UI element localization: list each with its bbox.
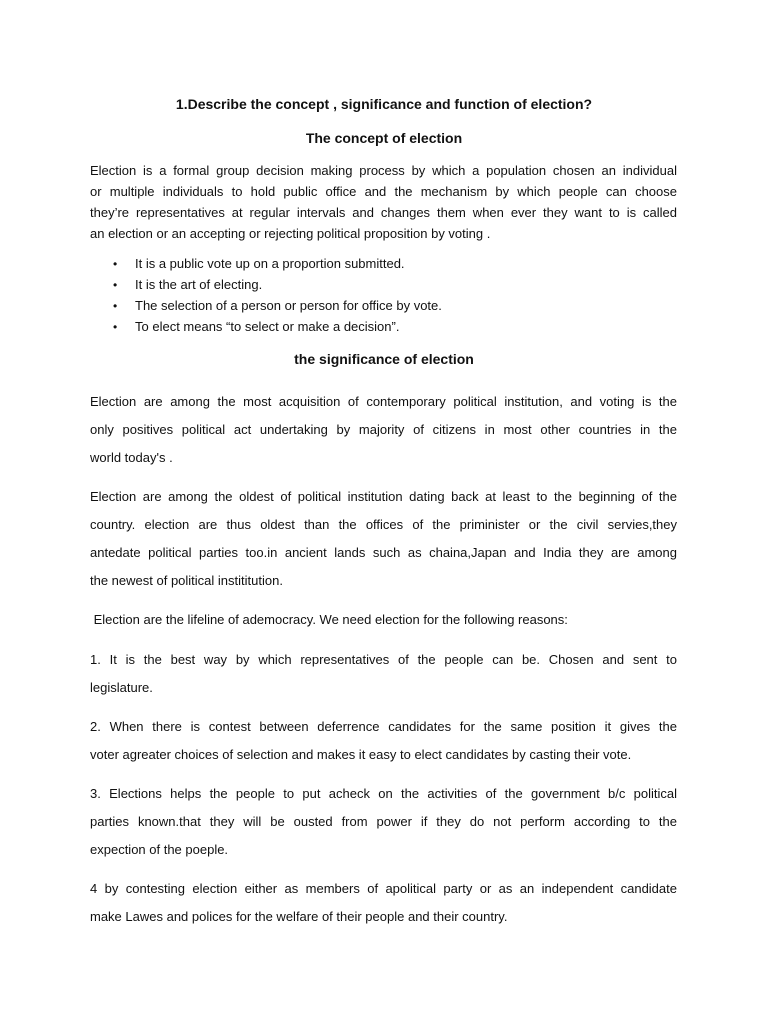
concept-paragraph-line: an election or an accepting or rejecting political proposition by voting .	[90, 226, 491, 241]
reason-item-line: legislature.	[90, 680, 153, 695]
concept-heading: The concept of election	[305, 130, 463, 146]
significance-paragraph-line: the newest of political instititution.	[90, 573, 283, 588]
bullet-icon: •	[113, 320, 118, 334]
significance-paragraph-line: country. election are thus oldest than the offices of the priminister or the civil servies,they	[90, 517, 677, 532]
significance-paragraph-line: antedate political parties too.in ancient lands such as chaina,Japan and India they are among	[90, 545, 677, 560]
concept-paragraph-line: or multiple individuals to hold public office and the mechanism by which people can choose	[90, 184, 677, 199]
bullet-icon: •	[113, 257, 118, 271]
bullet-item: The selection of a person or person for office by vote.	[135, 298, 442, 313]
significance-heading: the significance of election	[294, 351, 474, 367]
bullet-item: To elect means “to select or make a decision”.	[135, 319, 400, 334]
reason-item-line: voter agreater choices of selection and makes it easy to elect candidates by casting their vote.	[90, 747, 632, 762]
concept-paragraph-line: Election is a formal group decision making process by which a population chosen an individual	[90, 163, 677, 178]
reason-item-line: expection of the poeple.	[90, 842, 229, 857]
significance-paragraph-line: Election are among the most acquisition of contemporary political institution, and voting is the	[90, 394, 677, 409]
significance-paragraph-line: world today's .	[90, 450, 173, 465]
bullet-icon: •	[113, 278, 118, 292]
significance-paragraph-line: Election are among the oldest of political institution dating back at least to the beginning of the	[90, 489, 677, 504]
reason-item-line: make Lawes and polices for the welfare of their people and their country.	[90, 909, 508, 924]
bullet-item: It is the art of electing.	[135, 277, 263, 292]
bullet-item: It is a public vote up on a proportion submitted.	[135, 256, 405, 271]
reason-item-line: 2. When there is contest between deferrence candidates for the same position it gives the	[90, 719, 677, 734]
bullet-icon: •	[113, 299, 118, 313]
reasons-intro: Election are the lifeline of ademocracy. We need election for the following reasons:	[90, 612, 568, 627]
reason-item-line: 3. Elections helps the people to put acheck on the activities of the government b/c political	[90, 786, 677, 801]
reason-item-line: 1. It is the best way by which representatives of the people can be. Chosen and sent to	[90, 652, 677, 667]
reason-item-line: parties known.that they will be ousted from power if they do not perform according to the	[90, 814, 677, 829]
significance-paragraph-line: only positives political act undertaking by majority of citizens in most other countries in the	[90, 422, 677, 437]
question-title: 1.Describe the concept , significance and function of election?	[175, 96, 593, 112]
reason-item-line: 4 by contesting election either as members of apolitical party or as an independent candidate	[90, 881, 677, 896]
concept-paragraph-line: they’re representatives at regular intervals and changes them when ever they want to is called	[90, 205, 677, 220]
